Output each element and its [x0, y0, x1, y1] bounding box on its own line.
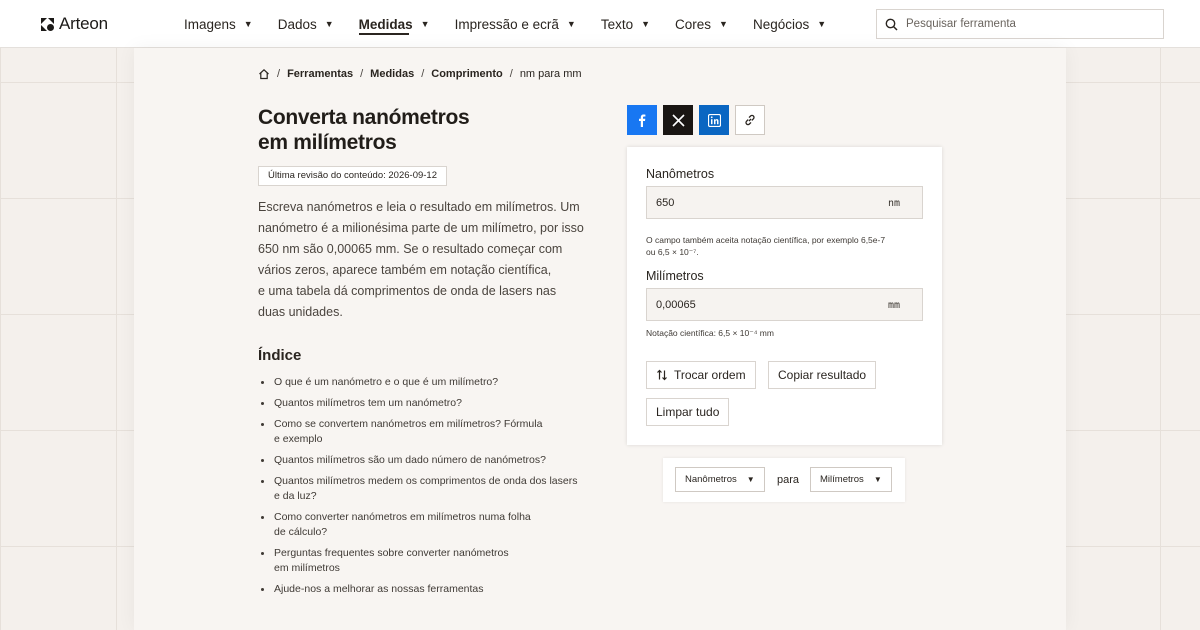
toc-item-text: Ajude-nos a melhorar as nossas ferramentas: [274, 583, 484, 595]
intro-line: 650 nm são 0,00065 mm. Se o resultado começar com: [258, 242, 563, 256]
logo-text: Arteon: [59, 14, 108, 33]
nav-label: Negócios: [752, 16, 810, 32]
intro-paragraph: [258, 197, 598, 323]
breadcrumb-link-comprimento[interactable]: Comprimento: [431, 68, 503, 80]
toc-item[interactable]: [258, 396, 603, 411]
connector-text: para: [777, 474, 800, 486]
nav-label: Cores: [675, 16, 712, 32]
nav-item-negocios[interactable]: [753, 0, 826, 48]
main-nav: [184, 0, 851, 48]
toc-item[interactable]: [258, 582, 603, 597]
to-unit-value: Milímetros: [820, 474, 864, 485]
nav-item-imagens[interactable]: [184, 0, 253, 48]
search-input[interactable]: [906, 18, 1146, 30]
breadcrumb: [258, 68, 582, 80]
scientific-notation-result: Notação científica: 6,5 × 10⁻⁴ mm: [646, 328, 774, 338]
share-x-button[interactable]: [663, 105, 693, 135]
toc-item-text: de cálculo?: [274, 526, 328, 538]
millimeters-input[interactable]: [647, 299, 867, 311]
nav-label: Imagens: [184, 16, 236, 32]
copy-link-button[interactable]: [735, 105, 765, 135]
caret-down-icon: ▼: [566, 19, 576, 29]
nav-item-dados[interactable]: [278, 0, 334, 48]
nav-label: Texto: [600, 16, 634, 32]
from-unit-value: Nanômetros: [685, 474, 737, 485]
toc-item-text: e da luz?: [274, 490, 317, 502]
caret-down-icon: ▼: [243, 19, 253, 29]
clear-all-label: Limpar tudo: [656, 405, 720, 419]
breadcrumb-separator: /: [509, 68, 513, 80]
caret-down-icon: ▼: [719, 19, 728, 29]
breadcrumb-separator: /: [277, 68, 281, 80]
caret-down-icon: ▼: [641, 19, 651, 29]
nanometers-label: Nanômetros: [646, 167, 715, 181]
nav-item-impressao-e-ecra[interactable]: [455, 0, 576, 48]
home-icon[interactable]: [258, 68, 270, 80]
toc-item[interactable]: [258, 546, 603, 576]
caret-down-icon: ▼: [817, 19, 827, 29]
share-linkedin-button[interactable]: [699, 105, 729, 135]
toc-item[interactable]: [258, 375, 603, 390]
toc-item-text: O que é um nanómetro e o que é um milímetro?: [274, 376, 499, 388]
main-content: [134, 48, 1066, 630]
toc-item[interactable]: [258, 474, 603, 504]
breadcrumb-link-medidas[interactable]: Medidas: [370, 68, 415, 80]
caret-down-icon: ▼: [746, 475, 755, 484]
unit-selector: [663, 458, 905, 502]
facebook-icon: [635, 113, 649, 127]
to-unit-select[interactable]: [810, 467, 892, 492]
page-title-line: em milímetros: [258, 131, 397, 154]
toc-item-text: Quantos milímetros são um dado número de nanómetros?: [274, 454, 546, 466]
share-buttons: [627, 105, 765, 135]
nav-item-medidas[interactable]: [359, 0, 430, 48]
arteon-logo-icon: [40, 17, 55, 32]
nav-label: Dados: [277, 16, 317, 32]
logo[interactable]: [40, 14, 108, 34]
toc-item-text: em milímetros: [274, 562, 340, 574]
clear-all-button[interactable]: [646, 398, 729, 426]
toc-item-text: Como se convertem nanómetros em milímetros? Fórmula: [274, 418, 543, 430]
search-icon: [885, 18, 898, 31]
millimeters-field[interactable]: [646, 288, 923, 321]
search-box[interactable]: [876, 9, 1164, 39]
nav-label: Medidas: [358, 16, 413, 32]
millimeters-unit: mm: [887, 300, 900, 311]
nanometers-input[interactable]: [647, 197, 867, 209]
hint-line: ou 6,5 × 10⁻⁷.: [646, 247, 699, 257]
toc-item-text: e exemplo: [274, 433, 323, 445]
hint-line: O campo também aceita notação científica, por exemplo 6,5e-7: [646, 235, 886, 245]
intro-line: nanómetro é a milionésima parte de um milímetro, por isso: [258, 221, 584, 235]
linkedin-icon: [708, 114, 721, 127]
nanometers-field[interactable]: [646, 186, 923, 219]
caret-down-icon: ▼: [420, 19, 430, 29]
top-navigation-bar: [0, 0, 1200, 48]
from-unit-select[interactable]: [675, 467, 765, 492]
caret-down-icon: ▼: [324, 19, 334, 29]
millimeters-label: Milímetros: [646, 269, 704, 283]
intro-line: vários zeros, aparece também em notação científica,: [258, 263, 552, 277]
toc-item-text: Como converter nanómetros em milímetros numa folha: [274, 511, 531, 523]
caret-down-icon: ▼: [873, 475, 882, 484]
intro-line: Escreva nanómetros e leia o resultado em milímetros. Um: [258, 200, 580, 214]
breadcrumb-link-ferramentas[interactable]: Ferramentas: [287, 68, 354, 80]
nav-item-cores[interactable]: [675, 0, 728, 48]
link-icon: [743, 113, 757, 127]
copy-result-button[interactable]: [768, 361, 876, 389]
toc-item-text: Quantos milímetros medem os comprimentos de onda dos lasers: [274, 475, 578, 487]
x-icon: [672, 114, 685, 127]
page-title-line: Converta nanómetros: [258, 106, 470, 129]
copy-result-label: Copiar resultado: [778, 368, 867, 382]
nav-item-texto[interactable]: [601, 0, 650, 48]
intro-line: e uma tabela dá comprimentos de onda de lasers nas: [258, 284, 557, 298]
nanometers-unit: nm: [887, 198, 900, 209]
swap-order-button[interactable]: [646, 361, 756, 389]
toc-item-text: Quantos milímetros tem um nanómetro?: [274, 397, 462, 409]
intro-line: duas unidades.: [258, 305, 343, 319]
breadcrumb-separator: /: [421, 68, 425, 80]
toc-item-text: Perguntas frequentes sobre converter nanómetros: [274, 547, 509, 559]
swap-arrows-icon: [656, 369, 668, 381]
toc-item[interactable]: [258, 453, 603, 468]
nanometers-hint: [646, 234, 931, 258]
converter-card: [627, 147, 942, 445]
breadcrumb-current: nm para mm: [519, 68, 582, 80]
revision-badge: Última revisão do conteúdo: 2026-09-12: [258, 166, 447, 186]
toc-item[interactable]: [258, 417, 603, 447]
breadcrumb-separator: /: [360, 68, 364, 80]
page-title: [258, 105, 558, 155]
toc-title: Índice: [258, 347, 302, 364]
table-of-contents: [258, 375, 603, 603]
swap-order-label: Trocar ordem: [674, 368, 746, 382]
toc-item[interactable]: [258, 510, 603, 540]
share-facebook-button[interactable]: [627, 105, 657, 135]
nav-label: Impressão e ecrã: [454, 16, 559, 32]
